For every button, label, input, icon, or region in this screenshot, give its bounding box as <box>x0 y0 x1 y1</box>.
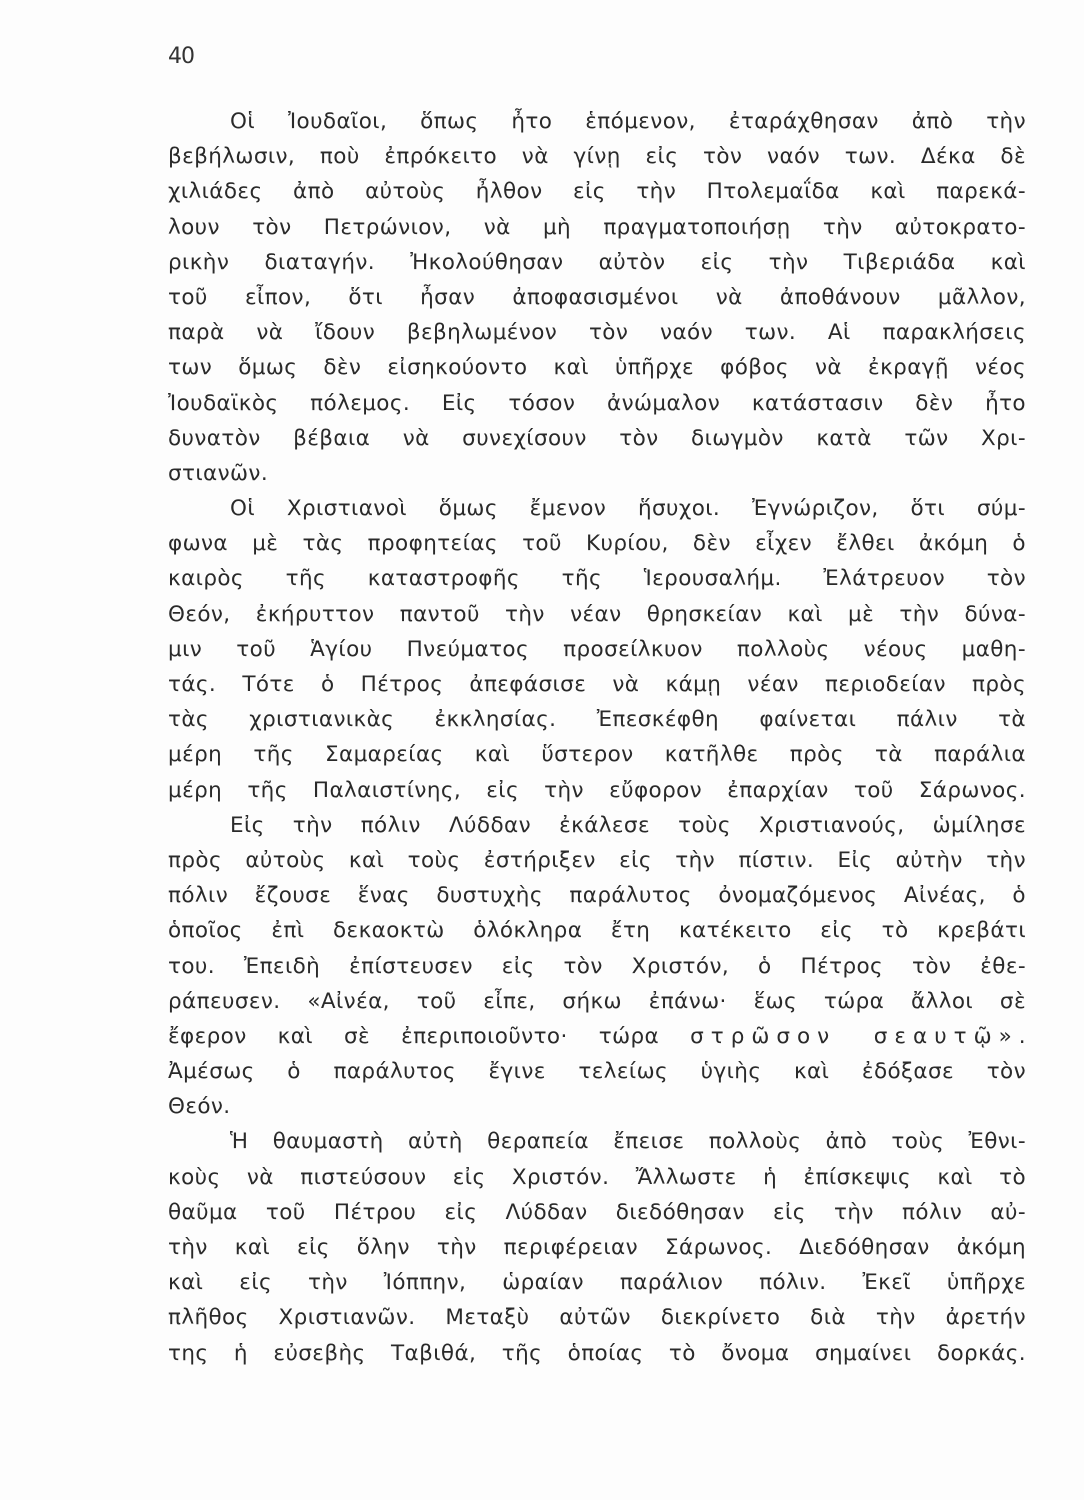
text-line-content: πλῆθος Χριστιανῶν. Μεταξὺ αὐτῶν διεκρίνετο διὰ τὴν ἀρετήν <box>168 1305 1026 1331</box>
text-line-content: θαῦμα τοῦ Πέτρου εἰς Λύδδαν διεδόθησαν εἰς τὴν πόλιν αὐ- <box>168 1199 1026 1225</box>
text-line <box>168 1300 1026 1335</box>
text-line <box>168 350 1026 385</box>
text-line-content: μέρη τῆς Σαμαρείας καὶ ὕστερον κατῆλθε πρὸς τὰ παράλια <box>168 742 1026 768</box>
text-line <box>168 1160 1026 1195</box>
text-line-content: ἔφερον καὶ σὲ ἐπεριποιοῦντο· τώρα <box>168 1023 691 1049</box>
text-line <box>168 773 1026 808</box>
text-line <box>168 597 1026 632</box>
text-line <box>168 702 1026 737</box>
text-line-content: Ἡ θαυμαστὴ αὐτὴ θεραπεία ἔπεισε πολλοὺς ἀπὸ τοὺς Ἐθνι- <box>230 1129 1026 1155</box>
text-line <box>168 315 1026 350</box>
text-line-content: Ἰουδαϊκὸς πόλεμος. Εἰς τόσον ἀνώμαλον κατάστασιν δὲν ἦτο <box>168 390 1026 416</box>
text-line-content: ὁποῖος ἐπὶ δεκαοκτὼ ὁλόκληρα ἔτη κατέκειτο εἰς τὸ κρεβάτι <box>168 918 1026 944</box>
text-line <box>168 386 1026 421</box>
spaced-emphasis-text: στρῶσον σεαυτῷ» <box>690 1023 1019 1049</box>
text-line <box>168 667 1026 702</box>
text-line <box>168 561 1026 596</box>
text-line-content: πόλιν ἔζουσε ἕνας δυστυχὴς παράλυτος ὀνομαζόμενος Αἰνέας, ὁ <box>168 883 1026 909</box>
text-line <box>168 949 1026 984</box>
text-line <box>168 139 1026 174</box>
page-number: 40 <box>168 44 194 69</box>
text-line <box>168 1195 1026 1230</box>
text-line-content: τοῦ εἶπον, ὅτι ἦσαν ἀποφασισμένοι νὰ ἀποθάνουν μᾶλλον, <box>168 284 1026 310</box>
text-line-content: του. Ἐπειδὴ ἐπίστευσεν εἰς τὸν Χριστόν, ὁ Πέτρος τὸν ἐθε- <box>168 953 1026 979</box>
text-line-content: καὶ εἰς τὴν Ἰόππην, ὡραίαν παράλιον πόλιν. Ἐκεῖ ὑπῆρχε <box>168 1270 1026 1296</box>
text-line-content: Οἱ Ἰουδαῖοι, ὅπως ἦτο ἑπόμενον, ἐταράχθησαν ἀπὸ τὴν <box>230 109 1026 134</box>
text-line <box>168 1124 1026 1159</box>
text-line <box>168 632 1026 667</box>
text-line <box>168 104 1026 139</box>
text-line-content: στιανῶν. <box>168 460 269 486</box>
text-line-content: Θεόν. <box>168 1094 231 1120</box>
text-line-tail: . <box>1018 1023 1026 1049</box>
text-line <box>168 491 1026 526</box>
text-line-content: κοὺς νὰ πιστεύσουν εἰς Χριστόν. Ἄλλωστε ἡ ἐπίσκεψις καὶ τὸ <box>168 1164 1026 1190</box>
text-line-content: Εἰς τὴν πόλιν Λύδδαν ἐκάλεσε τοὺς Χριστιανούς, ὡμίλησε <box>230 812 1026 838</box>
text-line <box>168 913 1026 948</box>
text-line <box>168 1230 1026 1265</box>
text-line <box>168 174 1026 209</box>
text-line-content: των ὅμως δὲν εἰσηκούοντο καὶ ὑπῆρχε φόβος νὰ ἐκραγῇ νέος <box>168 355 1026 381</box>
text-line-content: μέρη τῆς Παλαιστίνης, εἰς τὴν εὔφορον ἐπαρχίαν τοῦ Σάρωνος. <box>168 777 1026 803</box>
text-line <box>168 280 1026 315</box>
text-line-content: βεβήλωσιν, ποὺ ἐπρόκειτο νὰ γίνῃ εἰς τὸν ναόν των. Δέκα δὲ <box>168 144 1026 170</box>
text-line <box>168 984 1026 1019</box>
text-line-content: μιν τοῦ Ἁγίου Πνεύματος προσείλκυον πολλοὺς νέους μαθη- <box>168 636 1026 662</box>
text-line <box>168 1089 1026 1124</box>
text-line <box>168 1336 1026 1371</box>
text-line-content: χιλιάδες ἀπὸ αὐτοὺς ἦλθον εἰς τὴν Πτολεμαΐδα καὶ παρεκά- <box>168 179 1026 205</box>
text-line <box>168 1054 1026 1089</box>
text-line-content: της ἡ εὐσεβὴς Ταβιθά, τῆς ὁποίας τὸ ὄνομα σημαίνει δορκάς. <box>168 1340 1026 1366</box>
text-line-content: Ἀμέσως ὁ παράλυτος ἔγινε τελείως ὑγιὴς καὶ ἐδόξασε τὸν <box>168 1059 1026 1085</box>
text-line <box>168 210 1026 245</box>
text-line-content: καιρὸς τῆς καταστροφῆς τῆς Ἱερουσαλήμ. Ἐλάτρευον τὸν <box>168 566 1026 592</box>
text-line-content: Οἱ Χριστιανοὶ ὅμως ἔμενον ἥσυχοι. Ἐγνώριζον, ὅτι σύμ- <box>230 496 1026 522</box>
text-line-content: τὴν καὶ εἰς ὅλην τὴν περιφέρειαν Σάρωνος. Διεδόθησαν ἀκόμη <box>168 1235 1026 1260</box>
text-line-content: λουν τὸν Πετρώνιον, νὰ μὴ πραγματοποιήσῃ τὴν αὐτοκρατο- <box>168 214 1026 240</box>
text-line-content: πρὸς αὐτοὺς καὶ τοὺς ἐστήριξεν εἰς τὴν πίστιν. Εἰς αὐτὴν τὴν <box>168 847 1026 873</box>
text-line <box>168 245 1026 280</box>
text-line-content: τάς. Τότε ὁ Πέτρος ἀπεφάσισε νὰ κάμῃ νέαν περιοδείαν πρὸς <box>168 672 1026 697</box>
text-line-content: ρικὴν διαταγήν. Ἠκολούθησαν αὐτὸν εἰς τὴν Τιβεριάδα καὶ <box>168 249 1026 275</box>
body-text <box>168 104 1026 1371</box>
text-line-content: φωνα μὲ τὰς προφητείας τοῦ Κυρίου, δὲν εἶχεν ἔλθει ἀκόμη ὁ <box>168 531 1026 557</box>
text-line <box>168 843 1026 878</box>
text-line <box>168 421 1026 456</box>
text-line <box>168 456 1026 491</box>
text-line-content: ράπευσεν. «Αἰνέα, τοῦ εἶπε, σήκω ἐπάνω· ἕως τώρα ἄλλοι σὲ <box>168 988 1026 1014</box>
text-line <box>168 1265 1026 1300</box>
text-line <box>168 737 1026 772</box>
text-line <box>168 526 1026 561</box>
text-line-content: δυνατὸν βέβαια νὰ συνεχίσουν τὸν διωγμὸν κατὰ τῶν Χρι- <box>168 425 1026 451</box>
text-line <box>168 1019 1026 1054</box>
text-line <box>168 808 1026 843</box>
text-line-content: παρὰ νὰ ἴδουν βεβηλωμένον τὸν ναόν των. Αἱ παρακλήσεις <box>168 320 1026 346</box>
text-line-content: τὰς χριστιανικὰς ἐκκλησίας. Ἐπεσκέφθη φαίνεται πάλιν τὰ <box>168 707 1026 733</box>
text-line <box>168 878 1026 913</box>
text-line-content: Θεόν, ἐκήρυττον παντοῦ τὴν νέαν θρησκείαν καὶ μὲ τὴν δύνα- <box>168 601 1026 627</box>
